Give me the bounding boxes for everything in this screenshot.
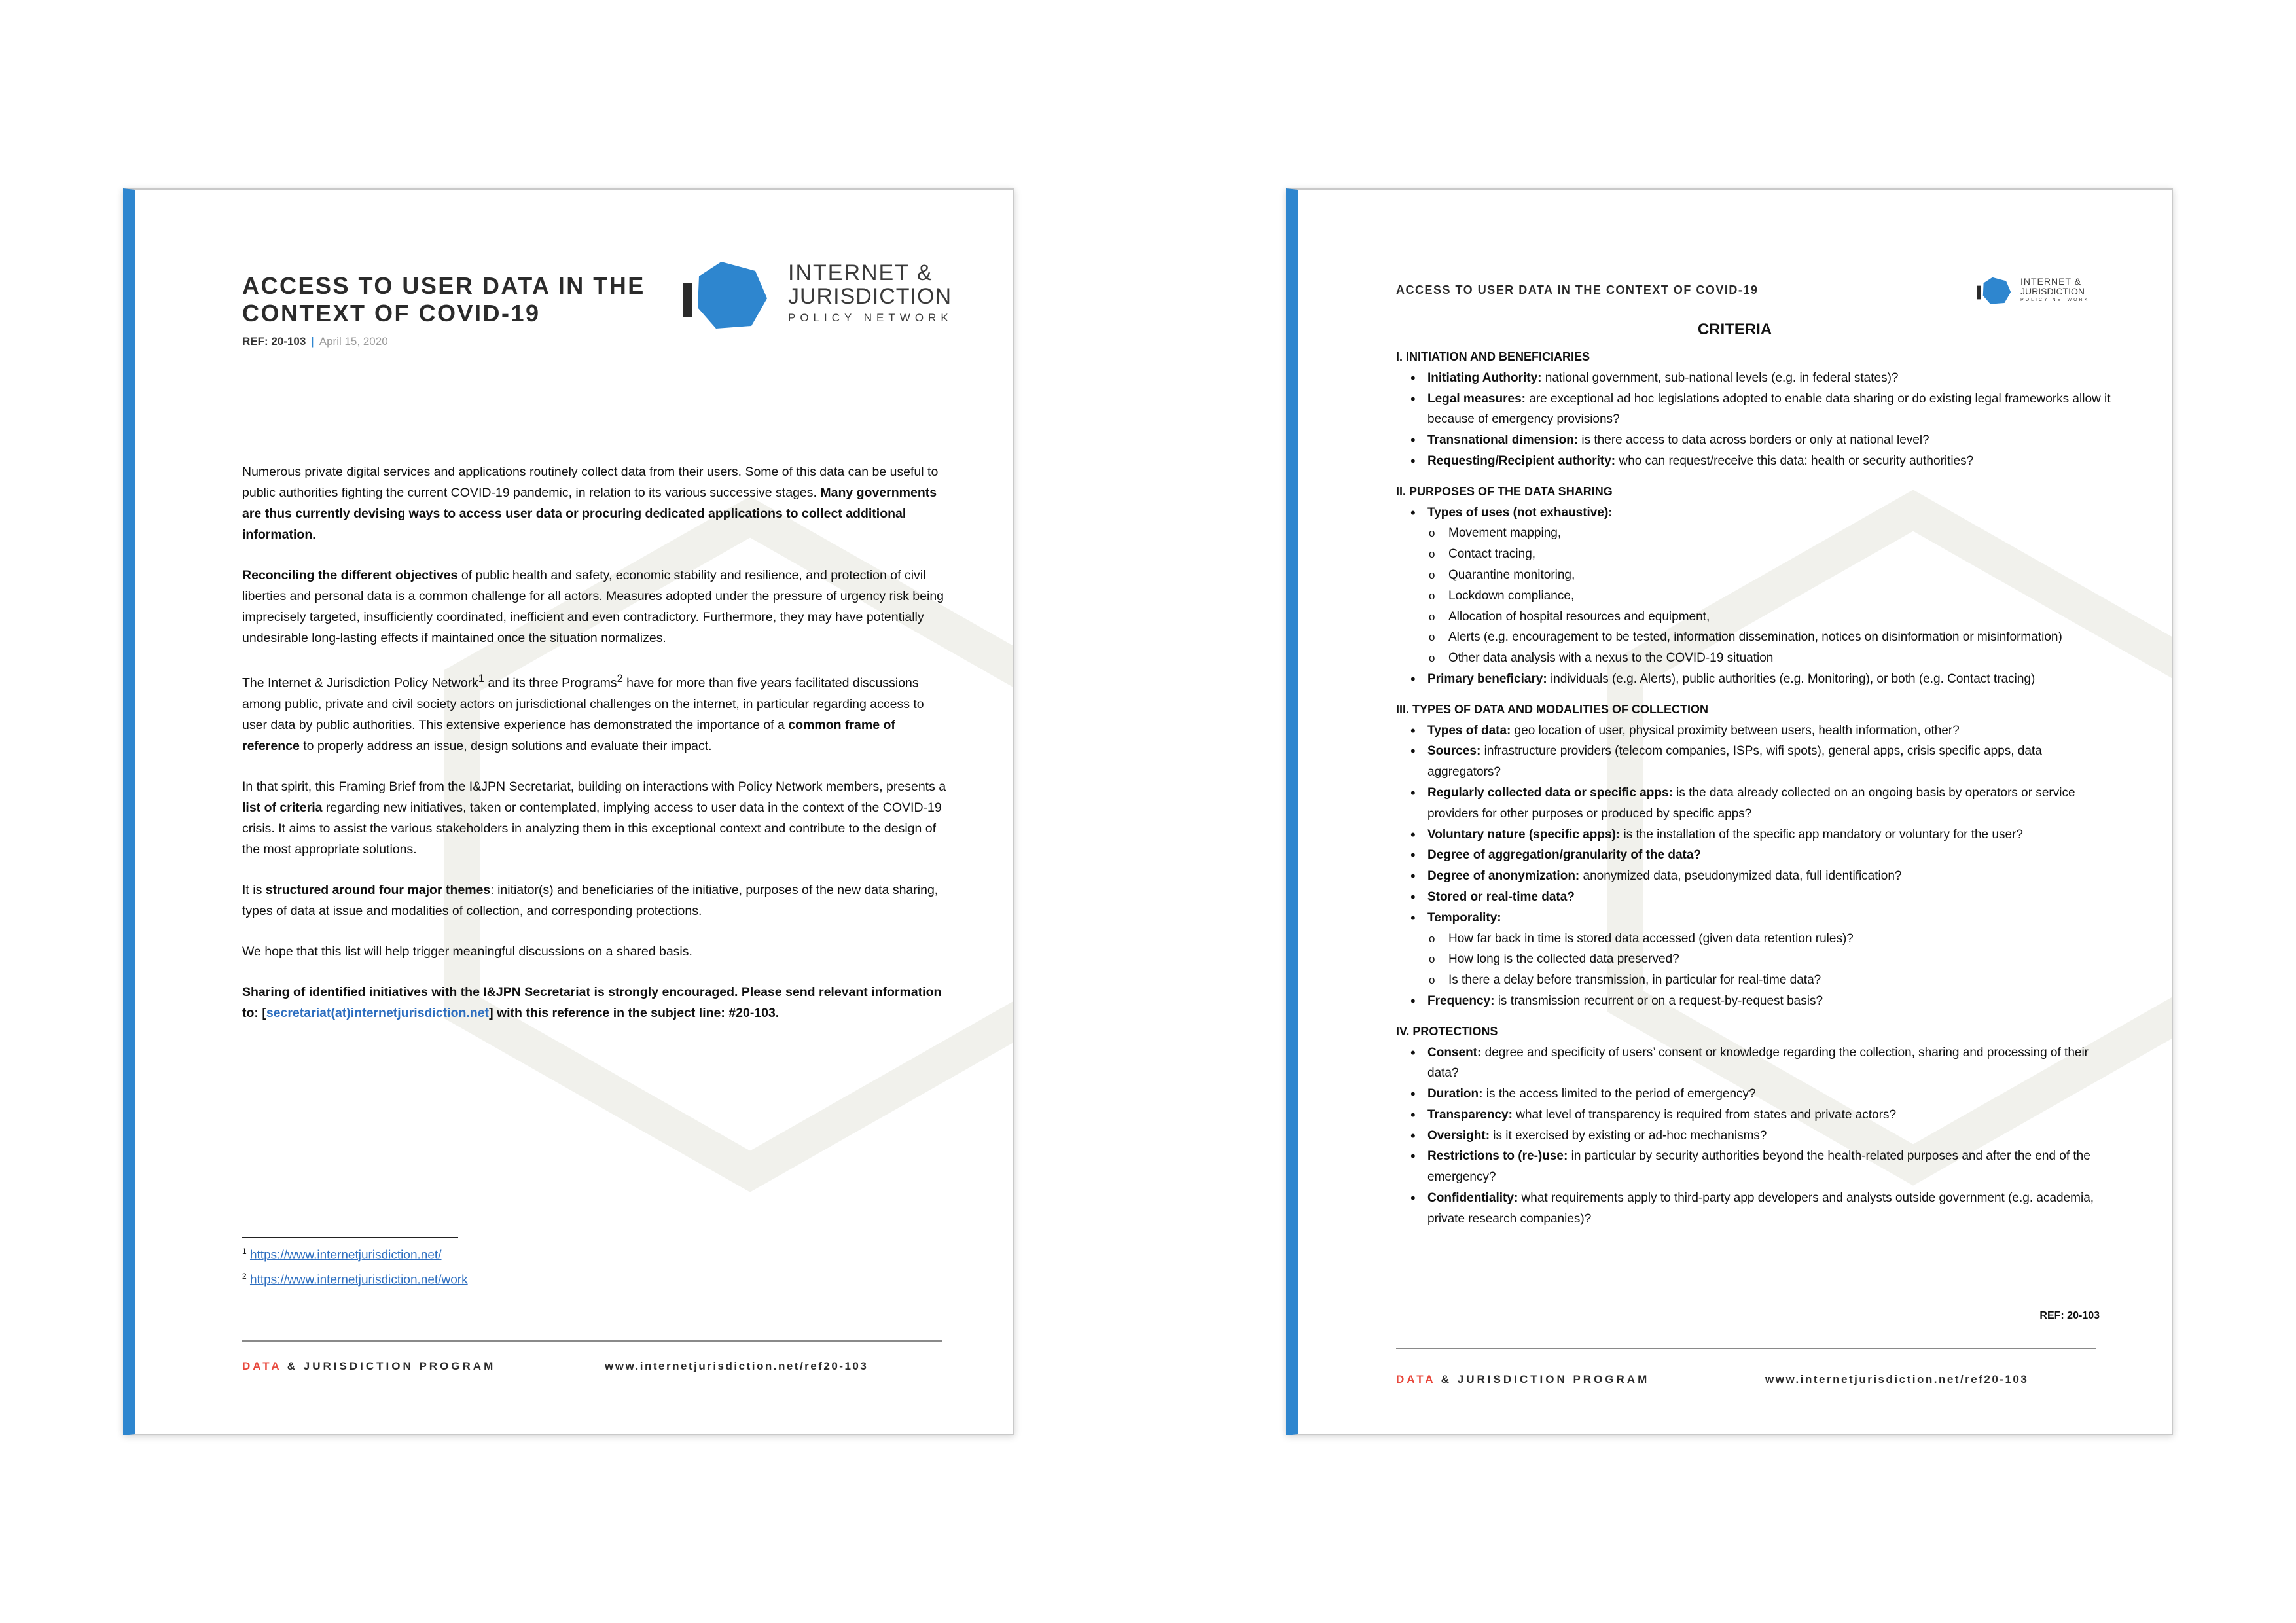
footer-program: DATA & JURISDICTION PROGRAM — [242, 1360, 496, 1372]
list-item: o How long is the collected data preserved? — [1448, 949, 2116, 970]
paragraph-5: It is structured around four major themes: initiator(s) and beneficiaries of the initiative, purposes of the new data sharing, types of data at issue and modalities of collection, and corresponding protections. — [242, 882, 939, 918]
uses-sublist — [1427, 523, 2116, 669]
ij-logo: INTERNET & JURISDICTION POLICY NETWORK — [683, 260, 971, 332]
list-item: • Duration: is the access limited to the period of emergency? — [1427, 1084, 2116, 1105]
temporality-sublist — [1427, 929, 2116, 991]
list-item: • Confidentiality: what requirements apply to third-party app developers and analysts outside government (e.g. academia, private research companies)? — [1427, 1188, 2116, 1230]
list-item: o Allocation of hospital resources and equipment, — [1448, 607, 2116, 628]
list-item: o Alerts (e.g. encouragement to be tested, information dissemination, notices on disinformation or misinformation) — [1448, 627, 2116, 648]
list-item: • Consent: degree and specificity of users’ consent or knowledge regarding the collection, sharing and processing of their data? — [1427, 1043, 2116, 1084]
footnote-divider — [242, 1237, 458, 1238]
list-item: • Primary beneficiary: individuals (e.g. Alerts), public authorities (e.g. Monitoring), or both (e.g. Contact tracing) — [1427, 669, 2116, 690]
reference-number: REF: 20-103 — [242, 335, 306, 348]
page-header-title: ACCESS TO USER DATA IN THE CONTEXT OF COVID-19 — [1396, 283, 1759, 296]
list-item: o Other data analysis with a nexus to the COVID-19 situation — [1448, 648, 2116, 669]
footnote-1-link[interactable]: https://www.internetjurisdiction.net/ — [249, 1248, 442, 1262]
footer-divider — [1396, 1348, 2096, 1349]
list-item: • Degree of aggregation/granularity of the data? — [1427, 845, 2116, 866]
list-item: • Transparency: what level of transparency is required from states and private actors? — [1427, 1105, 2116, 1126]
footnote-1: $^1$ https://www.internetjurisdiction.net/ — [242, 1247, 442, 1262]
footer-url[interactable]: www.internetjurisdiction.net/ref20-103 — [1765, 1373, 2029, 1385]
paragraph-6: We hope that this list will help trigger meaningful discussions on a shared basis. — [242, 944, 692, 959]
document-page-1 — [123, 188, 1014, 1435]
ij-logo-small: INTERNET & JURISDICTION POLICY NETWORK — [1977, 276, 2108, 308]
paragraph-3: The Internet & Jurisdiction Policy Network$^1$ and its three Programs$^2$ have for more than five years facilitated discussions among public, private and civil society actors on jurisdictional challenges on the internet, in particular regarding access to user data by public authorities. This extensive experience has demonstrated the importance of a common frame of reference to properly address an issue, design solutions and evaluate their impact. — [242, 673, 924, 753]
list-item: o Contact tracing, — [1448, 544, 2116, 565]
list-item: • Types of uses (not exhaustive): o Movement mapping, o Contact tracing, o Quarantine monitoring, o Lockdown compliance, o Allocation of hospital resources and equipment, o Alerts (e.g. encouragement to be tested, information dissemination, notices on disinformation or misinformation) o Other data analysis with a nexus to the COVID-19 situation — [1427, 503, 2116, 669]
reference-number: REF: 20-103 — [2039, 1310, 2100, 1321]
section-heading: IV. PROTECTIONS — [1396, 1024, 1498, 1038]
paragraph-1: Numerous private digital services and applications routinely collect data from their users. Some of this data can be useful to public authorities fighting the current COVID-19 pandemic, in relation to its various successive stages. Many governments are thus currently devising ways to access user data or procuring dedicated applications to collect additional information. — [242, 465, 939, 542]
list-item: o Lockdown compliance, — [1448, 586, 2116, 607]
list-item: • Regularly collected data or specific apps: is the data already collected on an ongoing basis by operators or service providers for other purposes or produced by specific apps? — [1427, 783, 2116, 825]
list-item: o How far back in time is stored data accessed (given data retention rules)? — [1448, 929, 2116, 950]
paragraph-4: In that spirit, this Framing Brief from the I&JPN Secretariat, building on interactions with Policy Network members, presents a list of criteria regarding new initiatives, taken or contemplated, implying access to user data in the context of the COVID-19 crisis. It aims to assist the various stakeholders in analyzing them in this exceptional context and contribute to the design of the most appropriate solutions. — [242, 779, 946, 857]
list-item: • Initiating Authority: national government, sub-national levels (e.g. in federal states)? — [1427, 368, 2116, 389]
section-heading: I. INITIATION AND BENEFICIARIES — [1396, 350, 1590, 363]
list-item: • Voluntary nature (specific apps): is the installation of the specific app mandatory or voluntary for the user? — [1427, 825, 2116, 846]
list-item: • Legal measures: are exceptional ad hoc legislations adopted to enable data sharing or do existing legal frameworks allow it because of emergency provisions? — [1427, 389, 2116, 431]
document-title: ACCESS TO USER DATA IN THE CONTEXT OF COVID-19 — [242, 272, 645, 327]
list-item: o Movement mapping, — [1448, 523, 2116, 544]
section-heading: II. PURPOSES OF THE DATA SHARING — [1396, 484, 1613, 498]
footnote-2: $^2$ https://www.internetjurisdiction.net/work — [242, 1272, 468, 1287]
intro-body — [242, 461, 949, 1043]
list-item: o Quarantine monitoring, — [1448, 565, 2116, 586]
criteria-list — [1396, 347, 2116, 1230]
list-item: o Is there a delay before transmission, in particular for real-time data? — [1448, 970, 2116, 991]
paragraph-7: Sharing of identified initiatives with the I&JPN Secretariat is strongly encouraged. Please send relevant information to: [secretariat(at)internetjurisdiction.net] with this reference in the subject line: #20-103. — [242, 984, 942, 1020]
reference-line: REF: 20-103 | April 15, 2020 — [242, 335, 388, 348]
footer-program: DATA & JURISDICTION PROGRAM — [1396, 1373, 1650, 1385]
list-item: • Stored or real-time data? — [1427, 887, 2116, 908]
logo-hexagon-icon — [683, 260, 775, 332]
document-page-2 — [1286, 188, 2173, 1435]
list-item: • Requesting/Recipient authority: who can request/receive this data: health or security authorities? — [1427, 451, 2116, 472]
list-item: • Oversight: is it exercised by existing or ad-hoc mechanisms? — [1427, 1126, 2116, 1147]
list-item: • Sources: infrastructure providers (telecom companies, ISPs, wifi spots), general apps, crisis specific apps, data aggregators? — [1427, 741, 2116, 783]
list-item: • Restrictions to (re-)use: in particular by security authorities beyond the health-related purposes and after the end of the emergency? — [1427, 1146, 2116, 1188]
list-item: • Transnational dimension: is there access to data across borders or only at national level? — [1427, 430, 2116, 451]
secretariat-email-link[interactable]: secretariat(at)internetjurisdiction.net — [266, 1005, 490, 1020]
section-1-list — [1396, 368, 2116, 472]
list-item: • Frequency: is transmission recurrent or on a request-by-request basis? — [1427, 991, 2116, 1012]
section-heading: III. TYPES OF DATA AND MODALITIES OF COLLECTION — [1396, 702, 1708, 716]
section-2-list — [1396, 503, 2116, 690]
section-3-list — [1396, 721, 2116, 1012]
criteria-heading: CRITERIA — [1697, 321, 1772, 338]
footer-url[interactable]: www.internetjurisdiction.net/ref20-103 — [605, 1360, 869, 1372]
list-item: • Degree of anonymization: anonymized data, pseudonymized data, full identification? — [1427, 866, 2116, 887]
footnote-2-link[interactable]: https://www.internetjurisdiction.net/work — [249, 1273, 468, 1287]
document-date: April 15, 2020 — [319, 335, 388, 348]
list-item: • Temporality: o How far back in time is stored data accessed (given data retention rules)? o How long is the collected data preserved? o Is there a delay before transmission, in particular for real-time data? — [1427, 908, 2116, 991]
paragraph-2: Reconciling the different objectives of public health and safety, economic stability and resilience, and protection of civil liberties and personal data is a common challenge for all actors. Measures adopted under the pressure of urgency risk being imprecisely targeted, insufficiently coordinated, inefficient and even contradictory. Furthermore, they may have potentially undesirable long-lasting effects if maintained once the situation normalizes. — [242, 568, 944, 645]
list-item: • Types of data: geo location of user, physical proximity between users, health information, other? — [1427, 721, 2116, 741]
section-4-list — [1396, 1043, 2116, 1230]
logo-hexagon-icon — [1977, 276, 2014, 306]
footer-divider — [242, 1340, 942, 1342]
